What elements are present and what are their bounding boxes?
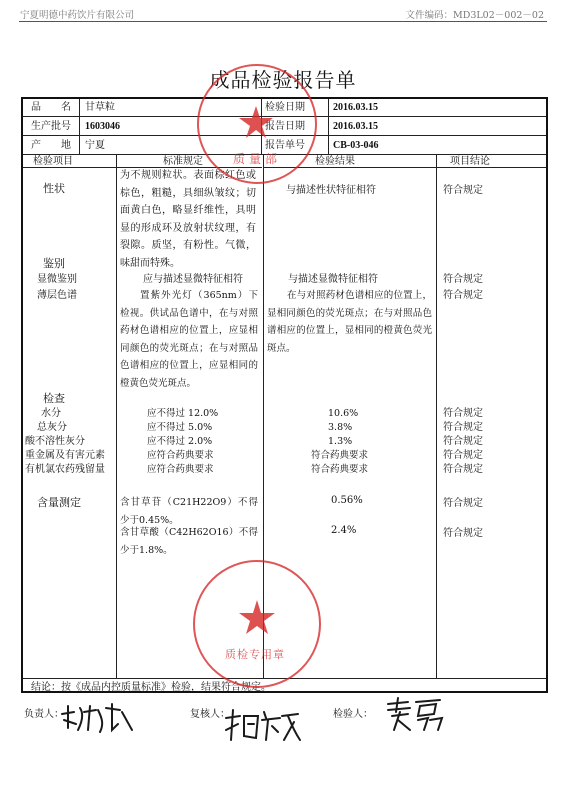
batch-label: 生产批号 — [31, 121, 71, 132]
check-item-result: 符合药典要求 — [311, 464, 369, 475]
check-item-result: 符合药典要求 — [311, 450, 369, 461]
check-item-conclusion: 符合规定 — [443, 436, 483, 447]
col-divider — [436, 154, 437, 678]
traits-label: 性状 — [43, 182, 65, 195]
product-value: 甘草粒 — [85, 102, 115, 113]
check-item-standard: 应符合药典要求 — [147, 464, 214, 475]
inspect-date-value: 2016.03.15 — [333, 102, 378, 113]
assay-standard-2: 含甘草酸（C42H62O16）不得少于1.8%。 — [120, 527, 258, 556]
stamp-label-quality: 质量部 — [233, 152, 282, 166]
check-item-label: 水分 — [41, 408, 61, 419]
checks-label: 检查 — [43, 392, 65, 405]
check-item-standard: 应符合药典要求 — [147, 450, 214, 461]
traits-standard: 为不规则粒状。表面棕红色或棕色，粗糙，具细纵皱纹；切面黄白色，略显纤维性，具明显的形成环及放射状纹理，有裂隙。质坚，有粉性。气微，味甜而特殊。 — [120, 170, 256, 269]
check-item-conclusion: 符合规定 — [443, 422, 483, 433]
report-date-value: 2016.03.15 — [333, 121, 378, 132]
check-item-conclusion: 符合规定 — [443, 408, 483, 419]
report-no-value: CB-03-046 — [333, 140, 379, 151]
stamp-star-icon — [195, 562, 319, 686]
report-date-label: 报告日期 — [265, 121, 305, 132]
micro-id-conclusion: 符合规定 — [443, 274, 483, 285]
reviewer-signature — [222, 706, 304, 744]
inspect-date-label: 检验日期 — [265, 102, 305, 113]
check-item-result: 1.3% — [328, 436, 353, 447]
traits-conclusion: 符合规定 — [443, 185, 483, 196]
origin-value: 宁夏 — [85, 140, 105, 151]
assay-result-2: 2.4% — [331, 525, 357, 536]
inspector-label: 检验人： — [333, 709, 373, 720]
check-item-result: 3.8% — [328, 422, 353, 433]
stamp-label-qc: 质检专用章 — [225, 648, 285, 661]
inspector-signature — [384, 696, 446, 732]
tlc-label: 薄层色谱 — [37, 290, 77, 301]
check-item-standard: 应不得过 5.0% — [147, 422, 213, 433]
column-header-standard: 标准规定 — [163, 156, 203, 167]
assay-standard-1: 含甘草苷（C21H22O9）不得少于0.45%。 — [120, 497, 258, 526]
tlc-conclusion: 符合规定 — [443, 290, 483, 301]
quality-dept-stamp — [197, 64, 317, 184]
qc-seal-stamp — [193, 560, 321, 688]
responsible-signature — [58, 700, 138, 736]
check-item-result: 10.6% — [328, 408, 359, 419]
check-item-label: 重金属及有害元素 — [25, 450, 105, 461]
document-code: 文件编码：MD3L02－002－02 — [405, 10, 544, 21]
check-item-standard: 应不得过 12.0% — [147, 408, 219, 419]
batch-value: 1603046 — [85, 121, 120, 132]
company-header: 宁夏明德中药饮片有限公司 — [20, 10, 135, 21]
reviewer-label: 复核人： — [190, 709, 230, 720]
identification-label: 鉴别 — [43, 257, 65, 270]
tlc-standard: 置紫外光灯（365nm）下检视。供试品色谱中，在与对照药材色谱相应的位置上，应显相同颜色的荧光斑点；在与对照品色谱相应的位置上，应显相同的橙黄色荧光斑点。 — [120, 290, 258, 389]
column-header-conclusion: 项目结论 — [450, 156, 490, 167]
report-title: 成品检验报告单 — [209, 68, 357, 92]
assay-label: 含量测定 — [37, 496, 81, 509]
origin-label: 产 地 — [31, 140, 71, 151]
check-item-conclusion: 符合规定 — [443, 450, 483, 461]
report-no-label: 报告单号 — [265, 140, 305, 151]
col-divider — [328, 99, 329, 154]
assay-conclusion-1: 符合规定 — [443, 498, 483, 509]
check-item-conclusion: 符合规定 — [443, 464, 483, 475]
column-header-item: 检验项目 — [33, 156, 73, 167]
responsible-label: 负责人： — [24, 709, 64, 720]
col-divider — [79, 99, 80, 154]
col-divider — [116, 154, 117, 678]
traits-result: 与描述性状特征相符 — [286, 185, 376, 196]
micro-id-standard: 应与描述显微特征相符 — [143, 274, 243, 285]
check-item-standard: 应不得过 2.0% — [147, 436, 213, 447]
tlc-result: 在与对照药材色谱相应的位置上，显相同颜色的荧光斑点；在与对照品色谱相应的位置上，显相同的橙黄色荧光斑点。 — [267, 290, 432, 354]
check-item-label: 有机氯农药残留量 — [25, 464, 105, 475]
assay-conclusion-2: 符合规定 — [443, 528, 483, 539]
micro-id-result: 与描述显微特征相符 — [288, 274, 378, 285]
product-label: 品 名 — [31, 102, 71, 113]
check-item-label: 总灰分 — [37, 422, 67, 433]
assay-result-1: 0.56% — [331, 495, 363, 506]
column-header-result: 检验结果 — [315, 156, 355, 167]
check-item-label: 酸不溶性灰分 — [25, 436, 85, 447]
header-rule — [19, 21, 547, 22]
micro-id-label: 显微鉴别 — [37, 274, 77, 285]
conclusion-text: 结论：按《成品内控质量标准》检验，结果符合规定。 — [31, 682, 271, 693]
